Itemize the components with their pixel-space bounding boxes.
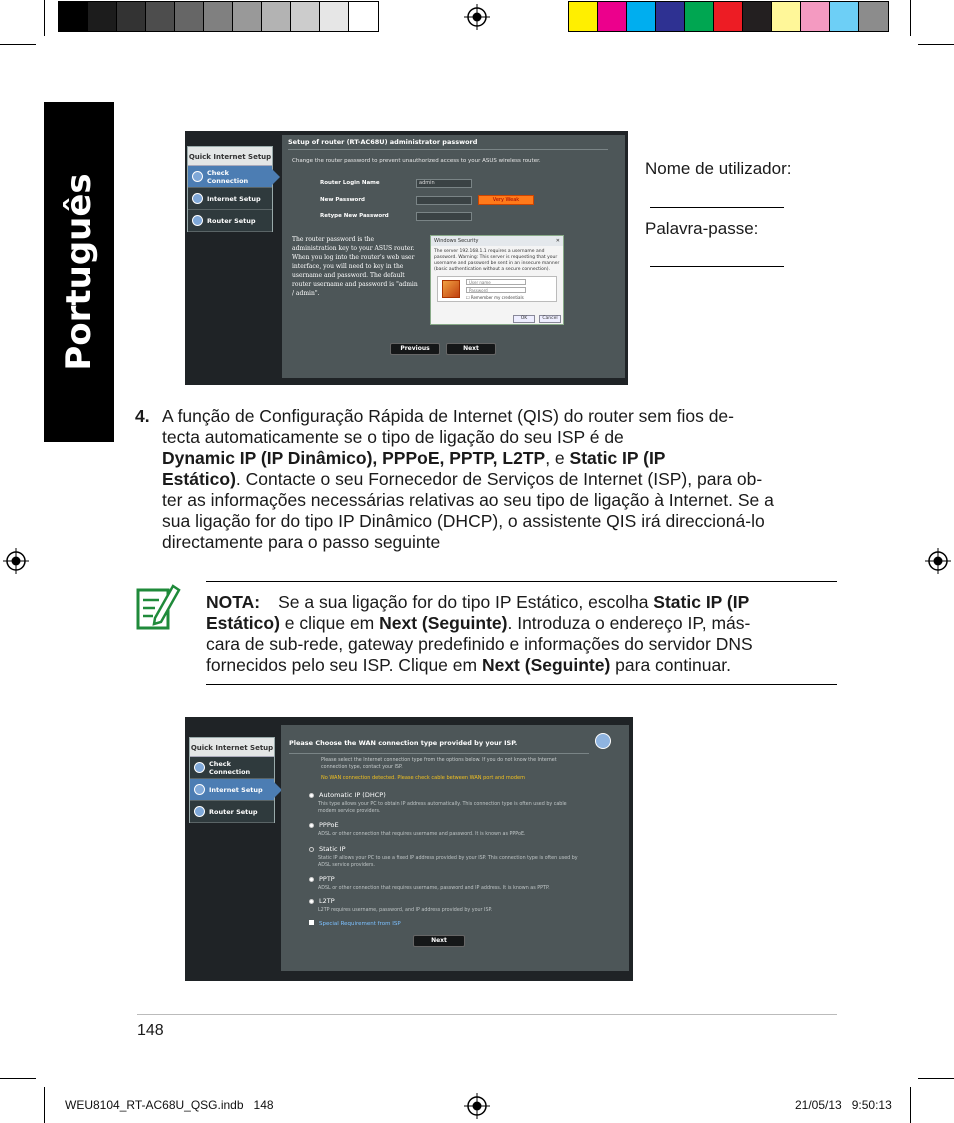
checkbox[interactable]: [309, 920, 314, 925]
next-button[interactable]: Next: [446, 343, 496, 355]
retype-password-input[interactable]: [416, 212, 472, 221]
credential-box: [437, 276, 557, 302]
color-swatch: [146, 2, 175, 31]
color-swatch: [859, 2, 888, 31]
color-swatch: [262, 2, 291, 31]
option-desc: Static IP allows your PC to use a fixed IP address provided by your ISP. This connection type is often used by ADSL service providers.: [318, 856, 578, 868]
option-desc: This type allows your PC to obtain IP address automatically. This connection type is often used by cable modem service providers.: [318, 802, 567, 814]
color-swatch: [175, 2, 204, 31]
user-tile-icon: [442, 280, 460, 298]
username-blank-line: [650, 207, 784, 208]
color-swatch: [743, 2, 772, 31]
option-static-ip[interactable]: Static IP: [309, 845, 346, 853]
step-number: 4.: [135, 406, 150, 426]
remember-checkbox[interactable]: ☐ Remember my credentials: [466, 295, 524, 300]
login-name-input[interactable]: admin: [416, 179, 472, 188]
menu-item-router-setup[interactable]: Router Setup: [188, 210, 272, 232]
step-4-text: A função de Configuração Rápida de Internet (QIS) do router sem fios de- tecta automaticamente se o tipo de ligação do seu ISP é de Dynamic IP (IP Dinâmico), PPPoE, PPTP, L2TP, e Static IP (IP Estático). Contacte o seu Fornecedor de Serviços de Internet (ISP), para ob- ter as informações necessárias relativas ao seu tipo de ligação à Internet. Se a sua ligação for do tipo IP Dinâmico (DHCP), o assistente QIS irá direccioná-lo directamente para o passo seguinte: [162, 406, 774, 552]
special-requirement-link[interactable]: Special Requirement from ISP: [309, 920, 401, 927]
crop-mark: [44, 1087, 45, 1123]
menu-title: Quick Internet Setup: [188, 147, 272, 166]
radio-button[interactable]: [309, 877, 314, 882]
footer-timestamp: 21/05/13 9:50:13: [795, 1098, 892, 1112]
crop-mark: [910, 1087, 911, 1123]
grayscale-swatch-bar: [58, 1, 379, 32]
radio-button[interactable]: [309, 823, 314, 828]
admin-password-screenshot: [185, 131, 628, 385]
color-swatch: [117, 2, 146, 31]
dialog-title: Windows Security: [434, 238, 479, 244]
option-dhcp[interactable]: Automatic IP (DHCP): [309, 791, 386, 799]
note-top-rule: [206, 581, 837, 582]
color-swatch: [59, 2, 88, 31]
menu-item-router-setup[interactable]: Router Setup: [190, 801, 274, 823]
settings-panel: [282, 135, 625, 378]
menu-title: Quick Internet Setup: [190, 738, 274, 757]
color-swatch: [291, 2, 320, 31]
step-icon: [194, 762, 205, 773]
color-swatch-bar: [568, 1, 889, 32]
crop-mark: [0, 1078, 36, 1079]
settings-panel: [281, 725, 629, 971]
close-icon[interactable]: ✕: [555, 238, 560, 244]
menu-item-check-connection[interactable]: Check Connection: [190, 757, 274, 779]
step-icon: [194, 806, 205, 817]
color-swatch: [714, 2, 743, 31]
color-swatch: [801, 2, 830, 31]
menu-item-internet-setup[interactable]: Internet Setup: [188, 188, 272, 210]
option-pppoe[interactable]: PPPoE: [309, 821, 339, 829]
radio-button[interactable]: [309, 899, 314, 904]
username-label: Nome de utilizador:: [645, 159, 792, 178]
color-swatch: [204, 2, 233, 31]
option-l2tp[interactable]: L2TP: [309, 897, 335, 905]
option-desc: ADSL or other connection that requires username, password and IP address. It is known as PPTP.: [318, 886, 550, 891]
step-icon: [192, 193, 203, 204]
crop-mark: [910, 0, 911, 36]
panel-title: Setup of router (RT-AC68U) administrator password: [288, 138, 478, 146]
color-swatch: [772, 2, 801, 31]
note-pencil-icon: [135, 582, 181, 630]
color-swatch: [685, 2, 714, 31]
new-password-label: New Password: [320, 197, 365, 203]
note-bottom-rule: [206, 684, 837, 685]
radio-button[interactable]: [309, 847, 314, 852]
language-label: Português: [59, 173, 99, 371]
crop-mark: [918, 44, 954, 45]
wan-warning: No WAN connection detected. Please check cable between WAN port and modem: [321, 775, 525, 781]
dialog-cancel-button[interactable]: Cancel: [539, 315, 561, 323]
page-number: 148: [137, 1022, 164, 1039]
password-note: The router password is the administration key to your ASUS router. When you log into the router's web user interface, you will need to key in the username and password. The default router username and password is "admin / admin".: [292, 236, 418, 297]
step-icon: [192, 171, 203, 182]
new-password-input[interactable]: [416, 196, 472, 205]
wan-type-screenshot: [185, 717, 633, 981]
radio-button[interactable]: [309, 793, 314, 798]
crop-mark: [44, 0, 45, 36]
quick-setup-menu: [189, 737, 275, 823]
color-swatch: [656, 2, 685, 31]
dialog-username-field[interactable]: User name: [466, 279, 526, 285]
color-swatch: [598, 2, 627, 31]
password-blank-line: [650, 266, 784, 267]
previous-button[interactable]: Previous: [390, 343, 440, 355]
panel-intro: Change the router password to prevent unauthorized access to your ASUS wireless router.: [292, 158, 541, 164]
registration-mark-icon: [3, 548, 29, 574]
dialog-password-field[interactable]: Password: [466, 287, 526, 293]
crop-mark: [918, 1078, 954, 1079]
note-text: NOTA: Se a sua ligação for do tipo IP Estático, escolha Static IP (IP Estático) e clique em Next (Seguinte). Introduza o endereço IP, más- cara de sub-rede, gateway predefinido e informações do servidor DNS fornecidos pelo seu ISP. Clique em Next (Seguinte) para continuar.: [206, 592, 753, 675]
language-side-tab: [44, 102, 114, 442]
password-label: Palavra-passe:: [645, 219, 759, 238]
dialog-ok-button[interactable]: OK: [513, 315, 535, 323]
color-swatch: [88, 2, 117, 31]
color-swatch: [320, 2, 349, 31]
next-button[interactable]: Next: [413, 935, 465, 947]
menu-item-internet-setup[interactable]: Internet Setup: [190, 779, 274, 801]
color-swatch: [569, 2, 598, 31]
quick-setup-menu: [187, 146, 273, 232]
option-pptp[interactable]: PPTP: [309, 875, 335, 883]
registration-mark-icon: [464, 1093, 490, 1119]
footer-filename: WEU8104_RT-AC68U_QSG.indb 148: [65, 1098, 274, 1112]
footer-rule: [137, 1014, 837, 1015]
home-icon[interactable]: [595, 733, 611, 749]
login-name-label: Router Login Name: [320, 180, 380, 186]
panel-title: Please Choose the WAN connection type provided by your ISP.: [289, 739, 518, 747]
option-desc: ADSL or other connection that requires username and password. It is known as PPPoE.: [318, 832, 526, 837]
option-desc: L2TP requires username, password, and IP address provided by your ISP.: [318, 908, 493, 913]
crop-mark: [0, 44, 36, 45]
registration-mark-icon: [464, 4, 490, 30]
color-swatch: [233, 2, 262, 31]
step-icon: [194, 784, 205, 795]
panel-intro: Please select the Internet connection type from the options below. If you do not know the Internet connection type, contact your ISP.: [321, 758, 557, 770]
menu-item-check-connection[interactable]: Check Connection: [188, 166, 272, 188]
color-swatch: [830, 2, 859, 31]
windows-security-dialog: [430, 235, 564, 325]
registration-mark-icon: [925, 548, 951, 574]
dialog-message: The server 192.168.1.1 requires a username and password. Warning: This server is requesting that your username and password be sent in an insecure manner (basic authentication without a secure connection).: [434, 249, 560, 272]
color-swatch: [349, 2, 378, 31]
password-strength-badge: Very Weak: [478, 195, 534, 205]
color-swatch: [627, 2, 656, 31]
retype-password-label: Retype New Password: [320, 213, 389, 219]
step-icon: [192, 215, 203, 226]
